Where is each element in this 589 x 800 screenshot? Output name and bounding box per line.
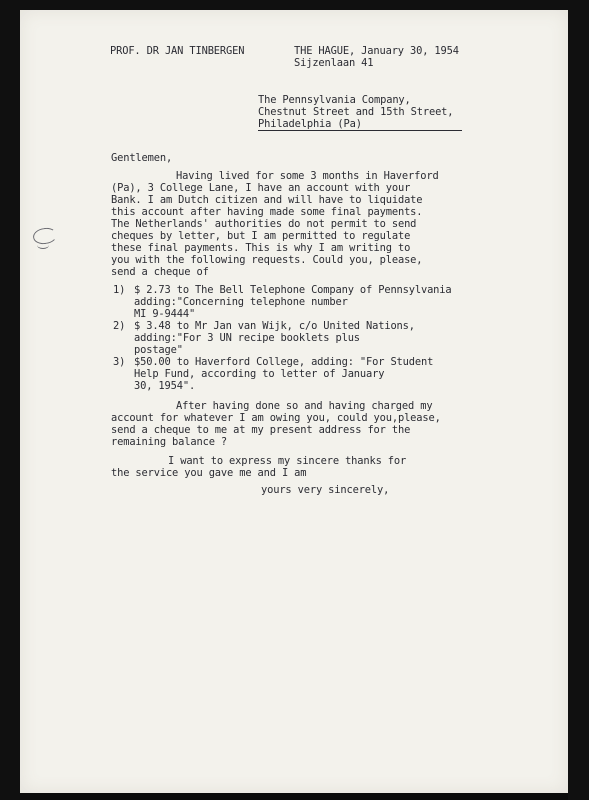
item-line: MI 9-9444": [134, 308, 196, 320]
place-date: THE HAGUE, January 30, 1954: [294, 45, 459, 57]
thanks-line: I want to express my sincere thanks for: [168, 455, 407, 467]
recipient-line-1: The Pennsylvania Company,: [258, 94, 411, 106]
scan-edge: [20, 793, 568, 800]
sender-name: PROF. DR JAN TINBERGEN: [110, 45, 245, 57]
closing-paragraph-line: After having done so and having charged my: [176, 400, 433, 412]
item-line: $50.00 to Haverford College, adding: "For Student: [134, 356, 434, 368]
item-line: adding:"For 3 UN recipe booklets plus: [134, 332, 360, 344]
item-line: postage": [134, 344, 183, 356]
street-address: Sijzenlaan 41: [294, 57, 374, 69]
closing-paragraph-line: remaining balance ?: [111, 436, 228, 448]
item-line: $ 3.48 to Mr Jan van Wijk, c/o United Nations,: [134, 320, 415, 332]
body-line: send a cheque of: [111, 266, 209, 278]
recipient-city: Philadelphia (Pa): [258, 118, 462, 131]
item-line: Help Fund, according to letter of January: [134, 368, 385, 380]
body-line: you with the following requests. Could you, please,: [111, 254, 423, 266]
body-line: these final payments. This is why I am writing to: [111, 242, 411, 254]
salutation: Gentlemen,: [111, 152, 173, 164]
body-line: Having lived for some 3 months in Haverford: [176, 170, 439, 182]
valediction: yours very sincerely,: [261, 484, 390, 496]
recipient-line-3: [258, 118, 462, 131]
item-line: 30, 1954".: [134, 380, 196, 392]
closing-paragraph-line: send a cheque to me at my present address for the: [111, 424, 411, 436]
body-line: (Pa), 3 College Lane, I have an account with your: [111, 182, 411, 194]
body-line: The Netherlands' authorities do not permit to send: [111, 218, 417, 230]
body-line: cheques by letter, but I am permitted to regulate: [111, 230, 411, 242]
item-line: adding:"Concerning telephone number: [134, 296, 348, 308]
body-line: this account after having made some final payments.: [111, 206, 423, 218]
item-number: 2): [113, 320, 126, 332]
closing-paragraph-line: account for whatever I am owing you, could you,please,: [111, 412, 441, 424]
item-line: $ 2.73 to The Bell Telephone Company of Pennsylvania: [134, 284, 452, 296]
body-line: Bank. I am Dutch citizen and will have to liquidate: [111, 194, 423, 206]
punch-hole-mark-lower: [37, 241, 49, 249]
thanks-line: the service you gave me and I am: [111, 467, 307, 479]
recipient-line-2: Chestnut Street and 15th Street,: [258, 106, 454, 118]
item-number: 3): [113, 356, 126, 368]
item-number: 1): [113, 284, 126, 296]
